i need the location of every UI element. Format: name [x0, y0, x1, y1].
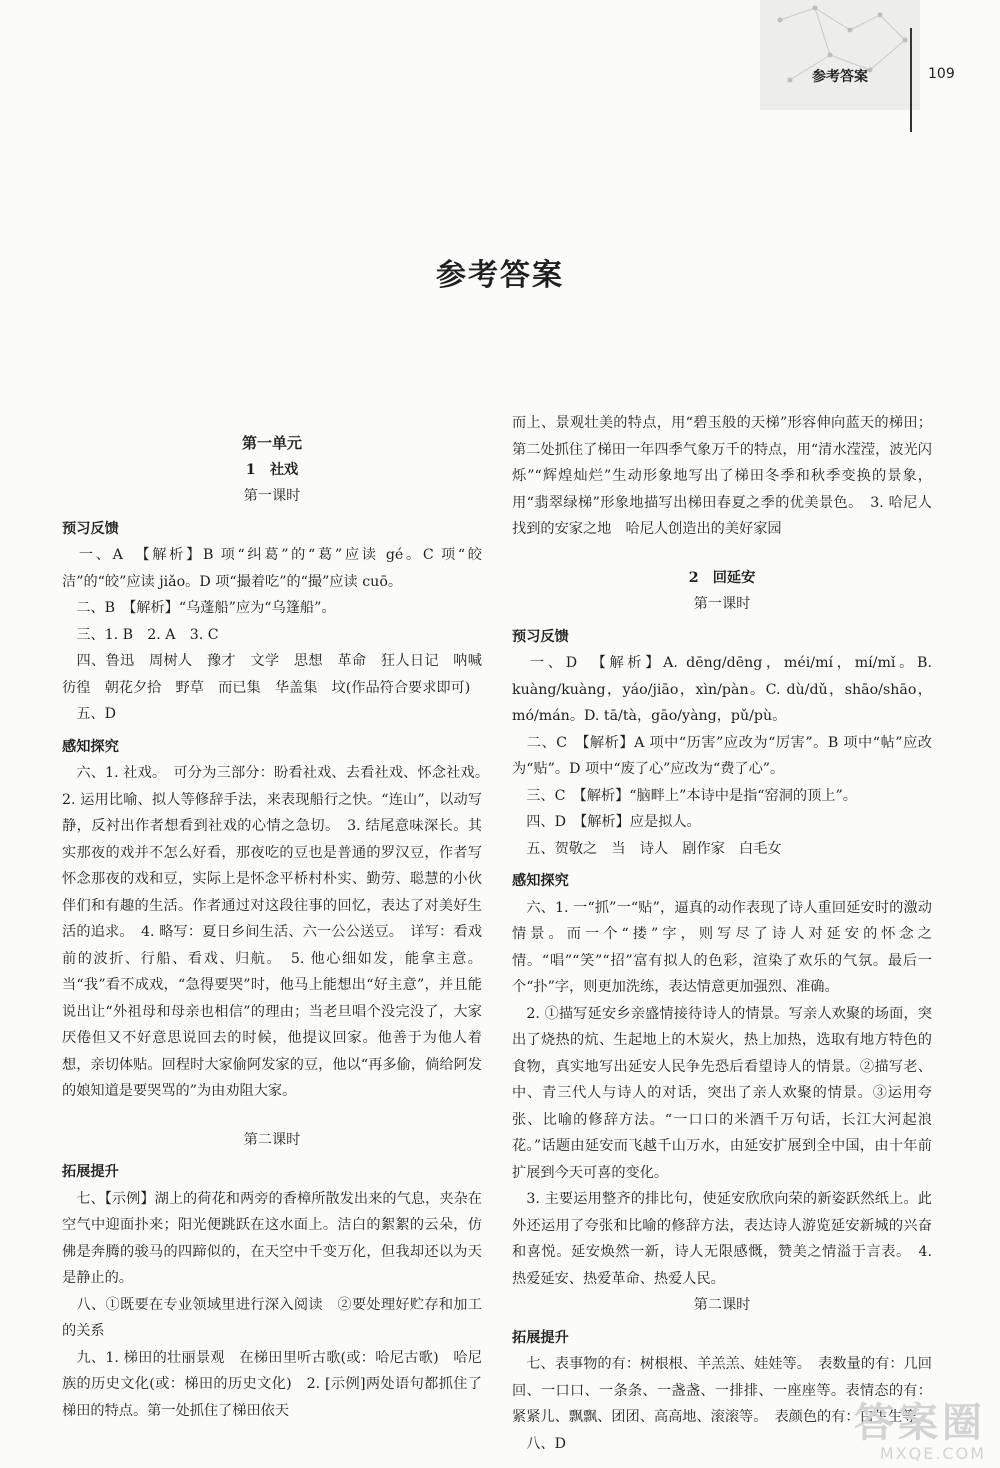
- answer-paragraph: 一、D 【解析】A. dēng/dēng，méi/mí，mí/mǐ。B. kuàng/kuàng，yáo/jiāo，xìn/pàn。C. dù/dǔ，shāo/shāo，mó/mán。D. tā/tà，gāo/yàng，pǔ/pù。: [512, 655, 932, 724]
- answer-paragraph: 而上、景观壮美的特点，用“碧玉般的天梯”形容伸向蓝天的梯田；第二处抓住了梯田一年四季气象万千的特点，用“清水滢滢，波光闪烁”“辉煌灿烂”生动形象地写出了梯田冬季和秋季变换的景象，用“翡翠绿梯”形象地描写出梯田春夏之季的优美景色。 3. 哈尼人找到的安家之地 哈尼人创造出的美好家园: [512, 415, 932, 537]
- section-heading: 感知探究: [512, 873, 569, 889]
- page-title: 参考答案: [436, 258, 564, 293]
- centered-heading: 第一单元: [241, 434, 302, 452]
- answer-paragraph: 九、1. 梯田的壮丽景观 在梯田里听古歌(或：哈尼古歌) 哈尼族的历史文化(或：梯田的历史文化) 2. [示例]两处语句都抓住了梯田的特点。第一处抓住了梯田依天: [62, 1349, 482, 1419]
- answer-paragraph: 一、A 【解析】B 项“纠葛”的“葛”应读 gé。C 项“皎洁”的“皎”应读 jiǎo。D 项“撮着吃”的“撮”应读 cuō。: [62, 547, 482, 590]
- answer-paragraph: 2. ①描写延安乡亲盛情接待诗人的情景。写亲人欢聚的场面，突出了烧热的炕、生起地上的木炭火，热上加热，选取有地方特色的食物，真实地写出延安人民争先恐后看望诗人的情景。②描写老、中、青三代人与诗人的对话，突出了亲人欢聚的情景。③运用夸张、比喻的修辞方法。“一口口的米酒千万句话，长江大河起浪花。”话题由延安而飞越千山万水，由延安扩展到全中国，由十年前扩展到今天可喜的变化。: [512, 1005, 932, 1181]
- section-heading: 预习反馈: [512, 628, 569, 645]
- answer-paragraph: 二、B 【解析】“乌蓬船”应为“乌篷船”。: [62, 600, 336, 616]
- answer-paragraph: 五、D: [62, 706, 116, 722]
- left-column: [62, 430, 497, 1424]
- section-heading: 预习反馈: [62, 520, 119, 537]
- answer-paragraph: 3. 主要运用整齐的排比句，使延安欣欣向荣的新姿跃然纸上。此外还运用了夸张和比喻的修辞方法，表达诗人游览延安新城的兴奋和喜悦。延安焕然一新，诗人无限感慨，赞美之情溢于言表。 4. 热爱延安、热爱革命、热爱人民。: [512, 1191, 932, 1287]
- centered-heading: 1 社戏: [245, 461, 299, 478]
- answer-paragraph: 二、C 【解析】A 项中“历害”应改为“厉害”。B 项中“帖”应改为“贴”。D 项中“废了心”应改为“费了心”。: [512, 734, 932, 777]
- watermark-logo-text: 答案圈: [854, 1400, 986, 1446]
- watermark: [776, 1402, 986, 1462]
- answer-paragraph: 六、1. 社戏。 可分为三部分：盼看社戏、去看社戏、怀念社戏。 2. 运用比喻、拟人等修辞手法，来表现船行之快。“连山”，以动写静，反衬出作者想看到社戏的心情之急切。 3. 结尾意味深长。其实那夜的戏并不怎么好看，那夜吃的豆也是普通的罗汉豆，作者写怀念那夜的戏和豆，实际上是怀念平桥村朴实、勤劳、聪慧的小伙伴们和有趣的生活。作者通过对这段往事的回忆，表达了对美好生活的追求。 4. 略写：夏日乡间生活、六一公公送豆。 详写：看戏前的波折、行船、看戏、归航。 5. 他心细如发，能拿主意。当“我”看不成戏，“急得要哭”时，他马上能想出“好主意”，并且能说出让“外祖母和母亲也相信”的理由；当老旦唱个没完没了，大家厌倦但又不好意思说回去的时候，他提议回家。他善于为他人着想，亲切体贴。回程时大家偷阿发家的豆，他以“再多偷，倘给阿发的娘知道是要哭骂的”为由劝阻大家。: [62, 765, 497, 1099]
- answer-paragraph: 三、C 【解析】“脑畔上”本诗中是指“窑洞的顶上”。: [512, 787, 857, 804]
- answer-paragraph: 七、【示例】湖上的荷花和两旁的香樟所散发出来的气息，夹杂在空气中迎面扑来；阳光便跳跃在这水面上。洁白的絮絮的云朵，仿佛是奔腾的骏马的四蹄似的，在天空中千变万化，但我却还以为天是静止的。: [62, 1190, 482, 1286]
- answer-paragraph: 七、表事物的有：树根根、羊羔羔、娃娃等。 表数量的有：几回回、一口口、一条条、一盏盏、一排排、一座座等。表情态的有：紧紧儿、飘飘、团团、高高地、滚滚等。 表颜色的有：白生生等。: [512, 1356, 932, 1425]
- header-section-label: 参考答案: [812, 69, 868, 85]
- answer-paragraph: 三、1. B 2. A 3. C: [62, 626, 219, 643]
- watermark-site: MXQE.COM: [879, 1444, 986, 1463]
- section-heading: 拓展提升: [62, 1164, 119, 1180]
- answer-paragraph: 四、鲁迅 周树人 豫才 文学 思想 革命 狂人日记 呐喊 彷徨 朝花夕拾 野草 而已集 华盖集 坟(作品符合要求即可): [62, 653, 497, 696]
- answer-paragraph: 六、1. 一“抓”一“贴”，逼真的动作表现了诗人重回延安时的激动情景。而一个“搂”字，则写尽了诗人对延安的怀念之情。“唱”“笑”“招”富有拟人的色彩，渲染了欢乐的气氛。最后一个“扑”字，则更加洗练，表达情意更加强烈、准确。: [512, 899, 932, 995]
- answer-paragraph: 四、D 【解析】应是拟人。: [512, 814, 701, 830]
- centered-heading: 第一课时: [243, 488, 301, 504]
- page-number: 109: [928, 66, 955, 82]
- centered-heading: 2 回延安: [688, 569, 756, 586]
- answer-paragraph: [62, 1105, 482, 1127]
- answer-paragraph: [512, 543, 932, 565]
- centered-heading: 第二课时: [693, 1297, 751, 1313]
- answer-paragraph: 五、贺敬之 当 诗人 剧作家 白毛女: [512, 840, 782, 857]
- centered-heading: 第一课时: [693, 596, 751, 612]
- answer-paragraph: 八、①既要在专业领域里进行深入阅读 ②要处理好贮存和加工的关系: [62, 1296, 482, 1339]
- section-heading: 拓展提升: [512, 1329, 569, 1346]
- answer-paragraph: 八、D: [512, 1435, 566, 1452]
- constellation-decoration: [720, 0, 920, 120]
- header-divider: [910, 28, 912, 132]
- section-heading: 感知探究: [62, 738, 119, 755]
- right-column: [512, 410, 932, 1457]
- centered-heading: 第二课时: [243, 1131, 301, 1148]
